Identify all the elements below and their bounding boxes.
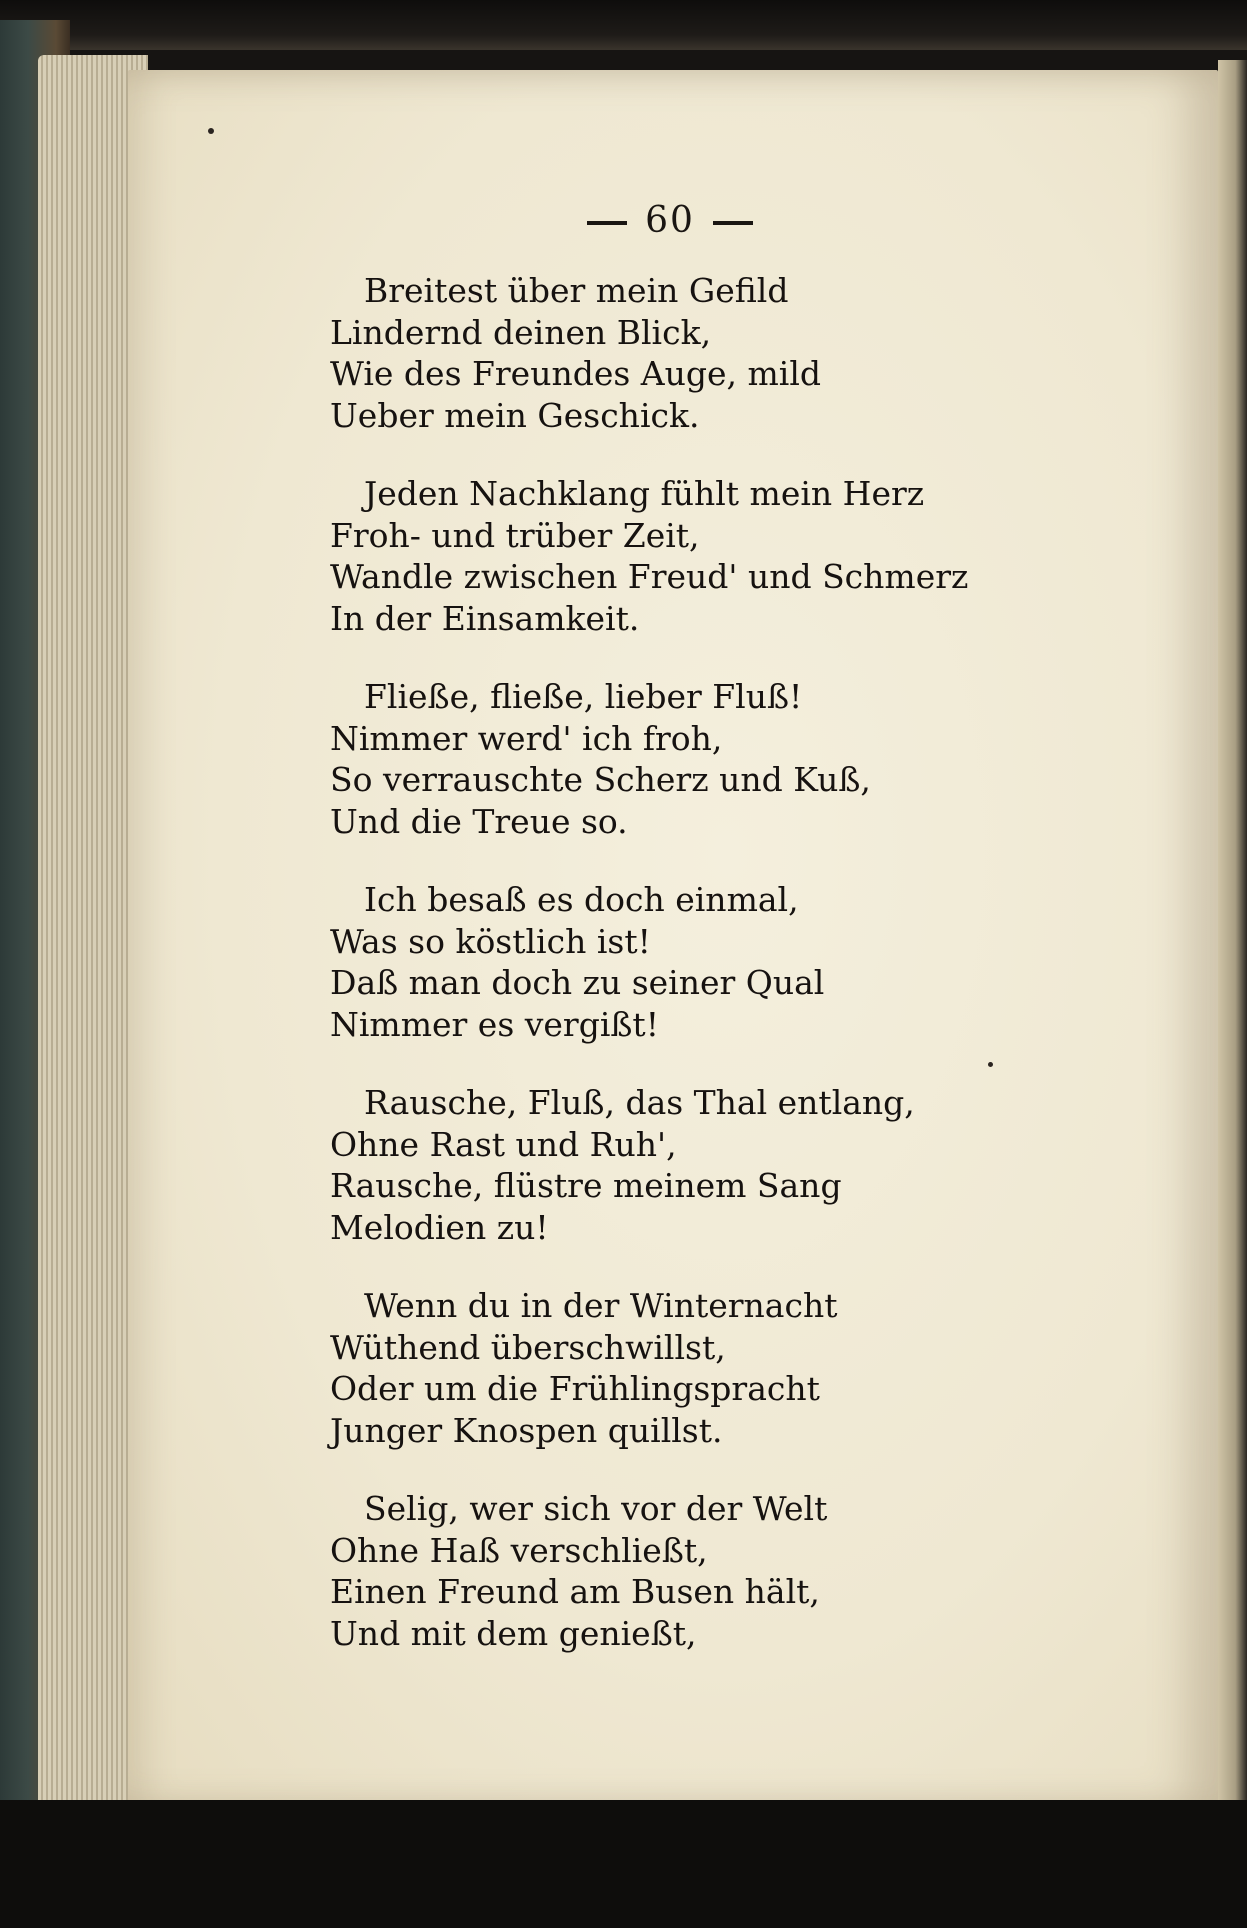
stanza (330, 1285, 1030, 1451)
stanza (330, 473, 1030, 639)
stanza (330, 879, 1030, 1045)
poem-line: Lindernd deinen Blick, (330, 312, 712, 352)
poem-line: Breitest über mein Gefild (364, 271, 789, 310)
dash-right (713, 221, 753, 225)
poem-line: Jeden Nachklang fühlt mein Herz (364, 474, 925, 513)
poem-line: Fließe, fließe, lieber Fluß! (364, 677, 803, 716)
page-number-text: 60 (645, 200, 695, 241)
poem-line: Ohne Haß verschließt, (330, 1530, 708, 1570)
poem-line: Melodien zu! (330, 1207, 549, 1247)
page-number (560, 200, 780, 241)
book-bottom-edge (0, 1800, 1247, 1928)
poem-line: Was so köstlich ist! (330, 921, 651, 961)
poem-line: Einen Freund am Busen hält, (330, 1572, 820, 1611)
poem-line: Wie des Freundes Auge, mild (330, 354, 822, 393)
poem-line: Froh- und trüber Zeit, (330, 515, 700, 555)
poem-line: Ohne Rast und Ruh', (330, 1124, 677, 1164)
poem-line: Wandle zwischen Freud' und Schmerz (330, 557, 969, 596)
binding-shadow (0, 0, 1247, 50)
poem-line: Ich besaß es doch einmal, (364, 880, 799, 919)
poem-line: So verrauschte Scherz und Kuß, (330, 760, 871, 799)
poem-line: Junger Knospen quillst. (330, 1410, 723, 1450)
stanza (330, 676, 1030, 842)
poem-line: Und die Treue so. (330, 801, 628, 841)
poem-line: Oder um die Frühlingspracht (330, 1369, 820, 1408)
poem-line: Nimmer es vergißt! (330, 1004, 659, 1044)
ink-speck (208, 128, 214, 134)
poem-line: Selig, wer sich vor der Welt (364, 1489, 828, 1528)
stanza (330, 1488, 1030, 1654)
stanza (330, 1082, 1030, 1248)
poem-line: Und mit dem genießt, (330, 1613, 697, 1653)
poem-line: Daß man doch zu seiner Qual (330, 963, 825, 1002)
poem-line: Wüthend überschwillst, (330, 1327, 726, 1367)
next-page-edge (1218, 60, 1247, 1820)
poem-line: In der Einsamkeit. (330, 598, 640, 638)
poem-line: Rausche, flüstre meinem Sang (330, 1166, 842, 1205)
poem-line: Wenn du in der Winternacht (364, 1286, 838, 1325)
poem-line: Rausche, Fluß, das Thal entlang, (364, 1083, 915, 1122)
poem-text (330, 270, 1030, 1691)
stanza (330, 270, 1030, 436)
poem-line: Nimmer werd' ich froh, (330, 718, 723, 758)
poem-line: Ueber mein Geschick. (330, 395, 700, 435)
dash-left (587, 221, 627, 225)
